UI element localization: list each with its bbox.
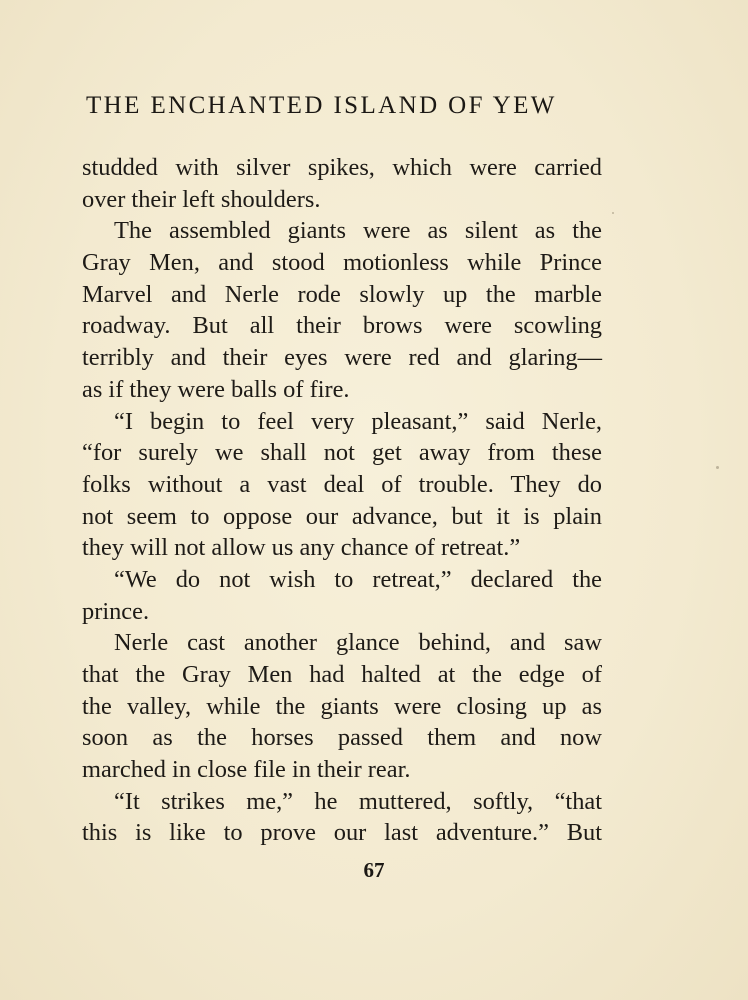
text-line: Nerle cast another glance behind, and saw — [114, 629, 602, 657]
text-line: “I begin to feel very pleasant,” said Nerle, — [114, 407, 602, 435]
text-line: soon as the horses passed them and now — [82, 724, 602, 752]
text-line: not seem to oppose our advance, but it is plain — [82, 502, 602, 530]
page-number: 67 — [363, 858, 385, 882]
text-line: marched in close file in their rear. — [82, 756, 411, 784]
text-line: terribly and their eyes were red and glaring— — [82, 344, 602, 372]
paper-speck — [716, 466, 719, 469]
text-line: The assembled giants were as silent as the — [114, 217, 602, 245]
text-line: “for surely we shall not get away from these — [82, 439, 602, 467]
text-line: this is like to prove our last adventure.” But — [82, 819, 602, 847]
running-head: THE ENCHANTED ISLAND OF YEW — [86, 92, 557, 119]
text-line: “We do not wish to retreat,” declared the — [114, 565, 602, 593]
text-line: the valley, while the giants were closing up as — [82, 692, 602, 720]
paper-speck — [612, 212, 614, 214]
text-line: studded with silver spikes, which were carried — [82, 154, 602, 181]
text-line: folks without a vast deal of trouble. They do — [82, 470, 602, 498]
text-line: prince. — [82, 597, 150, 625]
body-text — [82, 152, 602, 849]
text-line: over their left shoulders. — [82, 185, 321, 213]
text-line: as if they were balls of fire. — [82, 375, 350, 403]
text-line: that the Gray Men had halted at the edge of — [82, 661, 602, 688]
text-line: roadway. But all their brows were scowling — [82, 312, 602, 340]
text-line: they will not allow us any chance of retreat.” — [82, 534, 521, 562]
text-line: Gray Men, and stood motionless while Prince — [82, 249, 602, 277]
text-line: Marvel and Nerle rode slowly up the marble — [82, 280, 602, 308]
text-line: “It strikes me,” he muttered, softly, “that — [114, 787, 602, 815]
